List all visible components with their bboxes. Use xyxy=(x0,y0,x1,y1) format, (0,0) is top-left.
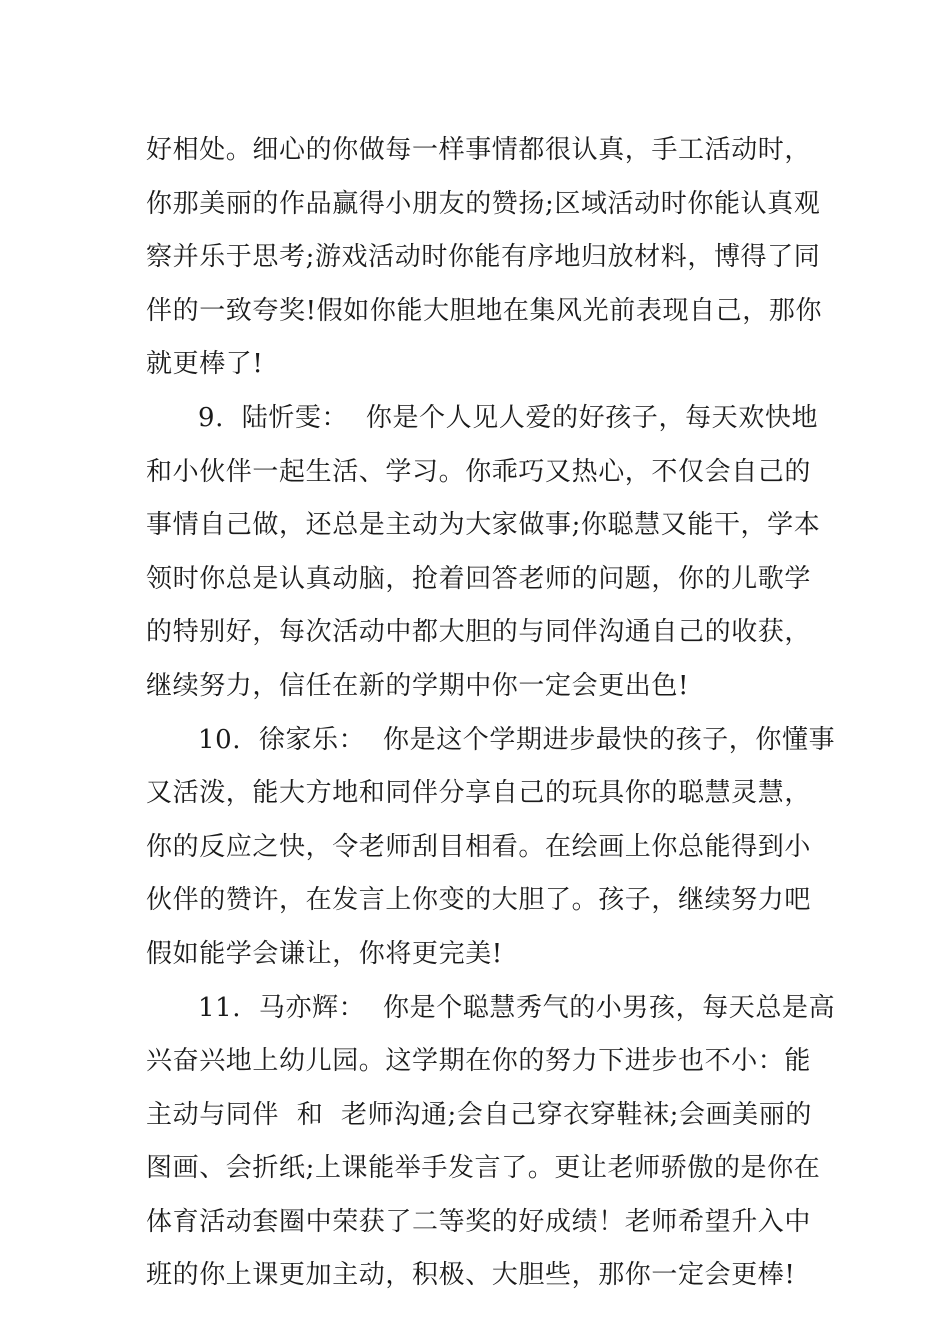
text-line: 和小伙伴一起生活、学习。你乖巧又热心，不仅会自己的 xyxy=(146,456,812,487)
text-line: 又活泼，能大方地和同伴分享自己的玩具你的聪慧灵慧， xyxy=(146,778,812,809)
comment-heading-11: 11. 马亦辉： 你是个聪慧秀气的小男孩，每天总是高 xyxy=(198,992,836,1023)
text-line: 你那美丽的作品赢得小朋友的赞扬;区域活动时你能认真观 xyxy=(146,188,821,219)
text-line: 主动与同伴 和 老师沟通;会自己穿衣穿鞋袜;会画美丽的 xyxy=(146,1099,812,1130)
text-line: 察并乐于思考;游戏活动时你能有序地归放材料，博得了同 xyxy=(146,242,821,273)
text-line: 体育活动套圈中荣获了二等奖的好成绩！老师希望升入中 xyxy=(146,1206,812,1237)
text-line: 班的你上课更加主动，积极、大胆些，那你一定会更棒! xyxy=(146,1260,796,1291)
text-line: 伙伴的赞许，在发言上你变的大胆了。孩子，继续努力吧 xyxy=(146,885,812,916)
text-line: 好相处。细心的你做每一样事情都很认真，手工活动时， xyxy=(146,135,812,165)
text-line: 继续努力，信任在新的学期中你一定会更出色! xyxy=(146,670,690,701)
comment-heading-9: 9. 陆忻雯： 你是个人见人爱的好孩子，每天欢快地 xyxy=(198,402,819,433)
text-line: 的特别好，每次活动中都大胆的与同伴沟通自己的收获， xyxy=(146,617,812,648)
text-line: 你的反应之快，令老师刮目相看。在绘画上你总能得到小 xyxy=(146,831,812,862)
text-line: 假如能学会谦让，你将更完美! xyxy=(146,938,503,969)
comment-heading-10: 10. 徐家乐： 你是这个学期进步最快的孩子，你懂事 xyxy=(198,724,836,755)
text-line: 图画、会折纸;上课能举手发言了。更让老师骄傲的是你在 xyxy=(146,1153,821,1184)
body-text xyxy=(146,124,836,1303)
text-line: 事情自己做，还总是主动为大家做事;你聪慧又能干，学本 xyxy=(146,510,821,541)
text-line: 伴的一致夸奖!假如你能大胆地在集风光前表现自己，那你 xyxy=(146,295,823,326)
text-line: 兴奋兴地上幼儿园。这学期在你的努力下进步也不小：能 xyxy=(146,1046,812,1077)
text-line: 领时你总是认真动脑，抢着回答老师的问题，你的儿歌学 xyxy=(146,563,812,594)
text-line: 就更棒了! xyxy=(146,349,264,380)
